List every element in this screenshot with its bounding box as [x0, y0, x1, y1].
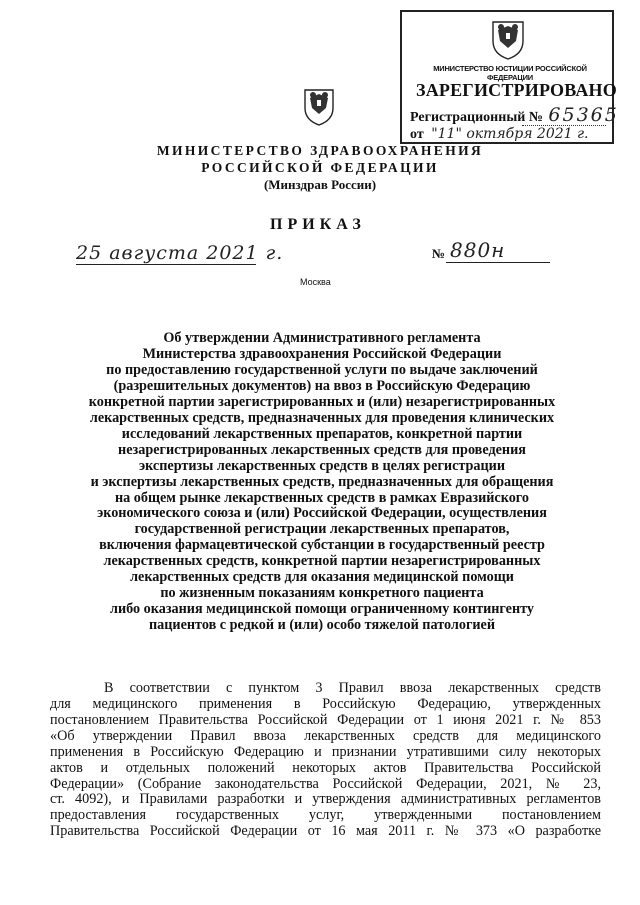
- order-number-line: [446, 262, 550, 263]
- title-line: либо оказания медицинской помощи ограниченному контингенту: [109, 601, 535, 618]
- title-line: (разрешительных документов) на ввоз в Российскую Федерацию: [113, 377, 531, 394]
- title-line: и экспертизы лекарственных средств, предназначенных для обращения: [90, 473, 554, 490]
- city: Москва: [300, 277, 331, 287]
- order-date-line: [76, 264, 256, 265]
- order-date: 25 августа 2021 г.: [76, 242, 284, 264]
- title-line: по предоставлению государственной услуги по выдаче заключений: [106, 361, 538, 378]
- coat-of-arms-emblem: [299, 84, 339, 131]
- stamp-emblem-icon: [488, 16, 528, 65]
- title-line: незарегистрированных лекарственных средств для проведения: [118, 441, 526, 458]
- title-line: лекарственных средств, конкретной партии незарегистрированных: [103, 553, 541, 570]
- title-line: государственной регистрации лекарственных препаратов,: [134, 521, 510, 538]
- order-number-sign: №: [432, 246, 446, 261]
- title-line: лекарственных средств, предназначенных для проведения клинических: [89, 409, 555, 426]
- ministry-title: [150, 142, 490, 176]
- registration-stamp: [400, 10, 619, 144]
- body-line: для медицинского применения в Российскую Федерацию, утвержденных: [50, 697, 601, 712]
- title-line: экономического союза и (или) Российской Федерации, осуществления: [97, 505, 547, 522]
- body-paragraph-first-line: [104, 681, 601, 697]
- body-line: Федерации» (Собрание законодательства Российской Федерации, 2021, № 23,: [50, 776, 601, 792]
- body-line: применения в Российскую Федерацию и признании утратившими силу некоторых: [50, 744, 601, 760]
- title-line: лекарственных средств для оказания медицинской помощи: [130, 569, 514, 586]
- body-line: ст. 4092), и Правилами разработки и утверждения административных регламентов: [50, 792, 601, 808]
- title-line: включения фармацевтической субстанции в государственный реестр: [99, 537, 545, 554]
- body-paragraph: [50, 697, 601, 840]
- stamp-date: [410, 126, 589, 143]
- title-line: по жизненным показаниям конкретного пациента: [160, 585, 484, 602]
- stamp-reg-number-label: Регистрационный №: [410, 110, 543, 125]
- title-line: на общем рынке лекарственных средств в рамках Евразийского: [114, 489, 529, 506]
- body-line: «Об утверждении Правил ввоза лекарственных средств для медицинского: [50, 728, 601, 744]
- stamp-registered: ЗАРЕГИСТРИРОВАНО: [416, 80, 617, 100]
- body-line: актов и отдельных положений некоторых актов Правительства Российской: [50, 760, 601, 776]
- order-title: [72, 331, 572, 634]
- body-line: Правительства Российской Федерации от 16 мая 2011 г. № 373 «О разработке: [50, 824, 601, 840]
- title-line: конкретной партии зарегистрированных и (или) незарегистрированных: [88, 393, 556, 410]
- body-line: предоставления государственных услуг, утвержденными постановлением: [50, 808, 601, 824]
- stamp-reg-number-value: 65365: [548, 104, 619, 126]
- stamp-date-value: "11" октября 2021 г.: [431, 126, 589, 142]
- ministry-short-name: (Минздрав России): [263, 177, 377, 192]
- stamp-reg-number: [410, 104, 619, 126]
- ministry-title-line1: МИНИСТЕРСТВО ЗДРАВООХРАНЕНИЯ: [156, 143, 484, 158]
- title-line: исследований лекарственных препаратов, конкретной партии: [121, 425, 523, 442]
- body-line: постановлением Правительства Российской Федерации от 1 июня 2021 г. № 853: [50, 712, 601, 728]
- title-line: Об утверждении Административного регламента: [163, 330, 481, 346]
- stamp-ministry: МИНИСТЕРСТВО ЮСТИЦИИ РОССИЙСКОЙ ФЕДЕРАЦИИ: [433, 64, 587, 82]
- document-type: ПРИКАЗ: [270, 216, 366, 233]
- title-line: пациентов с редкой и (или) особо тяжелой патологией: [148, 617, 496, 634]
- title-line: Министерства здравоохранения Российской Федерации: [142, 345, 502, 362]
- ministry-title-line2: РОССИЙСКОЙ ФЕДЕРАЦИИ: [201, 160, 439, 175]
- title-line: экспертизы лекарственных средств в целях регистрации: [138, 457, 506, 474]
- stamp-date-prefix: от: [410, 127, 424, 142]
- body-line: В соответствии с пунктом 3 Правил ввоза лекарственных средств: [104, 681, 601, 696]
- order-number: 880н: [450, 238, 506, 262]
